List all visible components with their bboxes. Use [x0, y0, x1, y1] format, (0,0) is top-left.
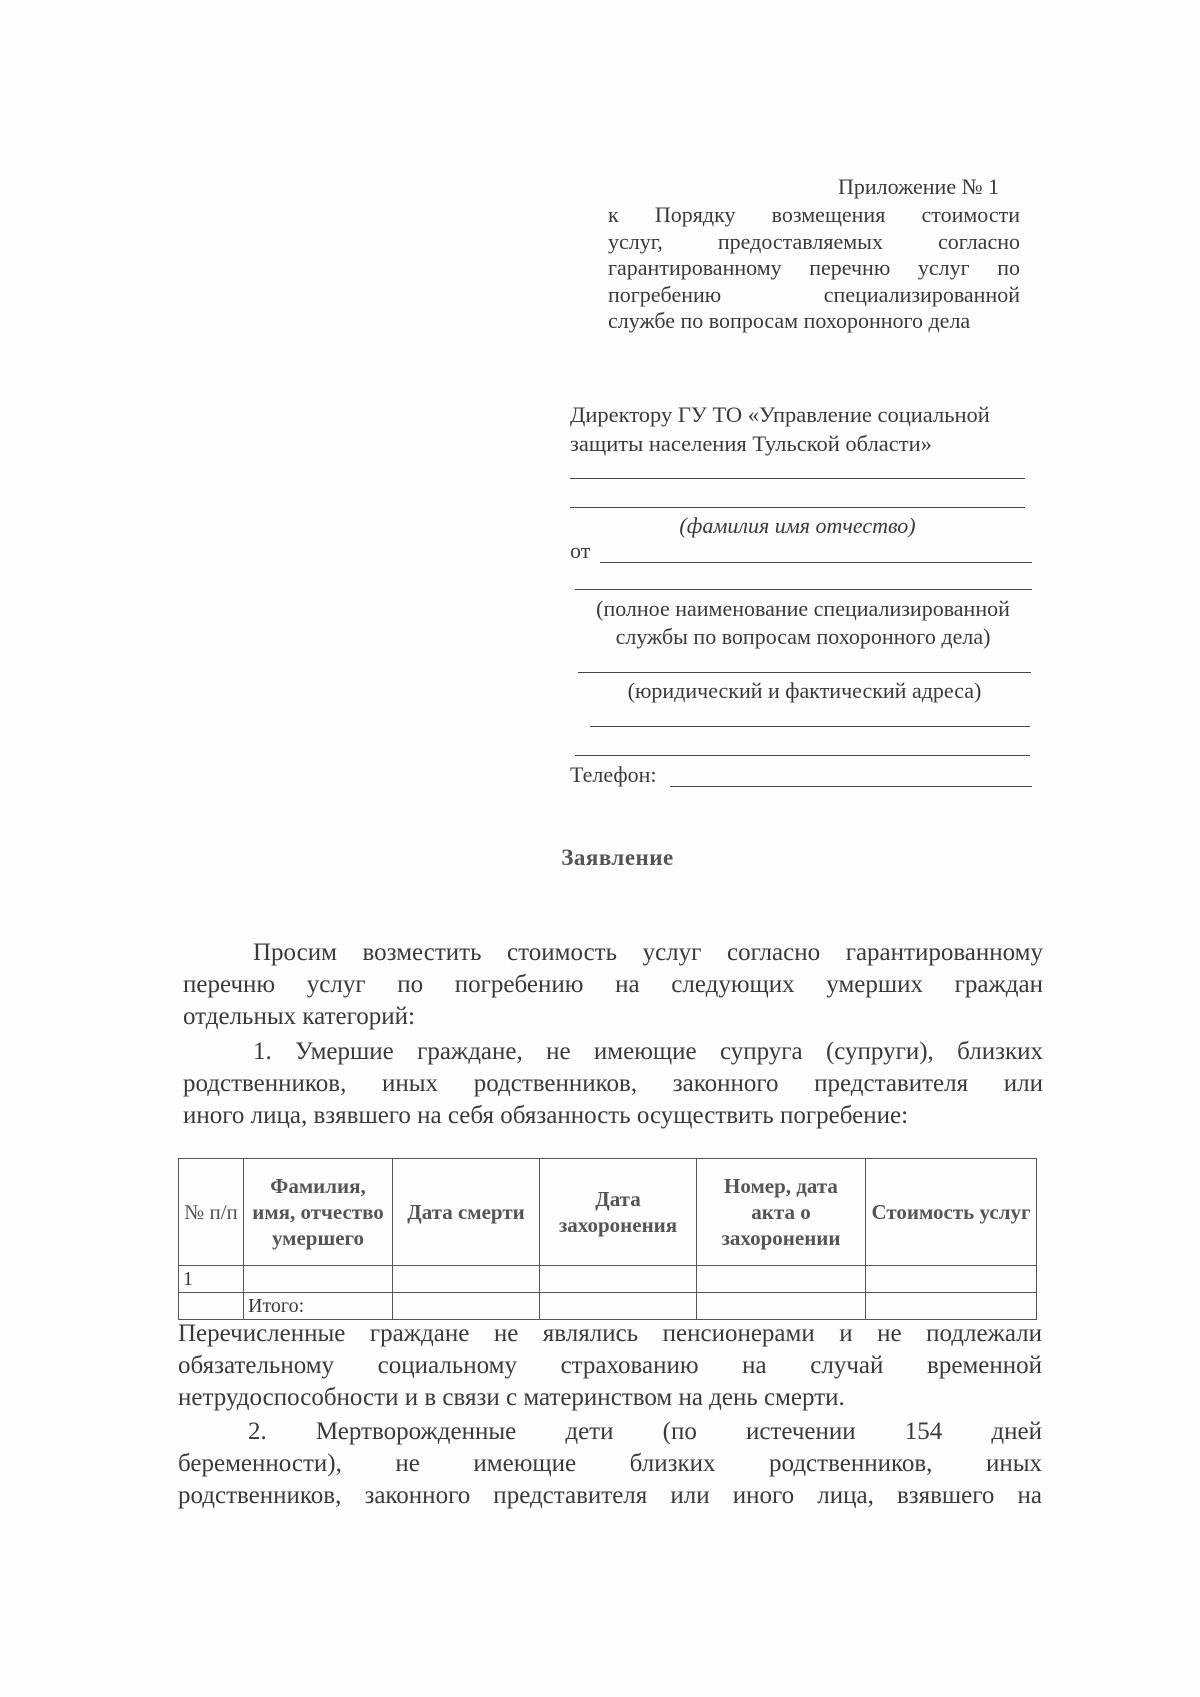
- table-cell[interactable]: [393, 1266, 540, 1293]
- paragraph-line: отдельных категорий:: [183, 1003, 415, 1030]
- paragraph-line: родственников, иных родственников, законного представителя или: [183, 1070, 1043, 1097]
- phone-field-line[interactable]: [670, 786, 1032, 787]
- table-cell[interactable]: [697, 1266, 866, 1293]
- paragraph-line: Перечисленные граждане не являлись пенсионерами и не подлежали: [178, 1320, 1042, 1347]
- from-field-line[interactable]: [600, 562, 1032, 563]
- column-header-death-date: Дата смерти: [393, 1159, 540, 1266]
- document-title: Заявление: [561, 845, 674, 870]
- services-table: [178, 1158, 1037, 1320]
- paragraph-request: [183, 937, 1043, 1033]
- appendix-line: услуг, предоставляемых согласно: [608, 228, 1020, 254]
- addressee-line: Директору ГУ ТО «Управление социальной: [570, 402, 990, 427]
- address-field-line[interactable]: [578, 672, 1031, 673]
- column-header-number: № п/п: [179, 1159, 244, 1266]
- from-field-line[interactable]: [575, 589, 1032, 590]
- table-cell[interactable]: [866, 1293, 1037, 1320]
- paragraph-line: обязательному социальному страхованию на случай временной: [178, 1352, 1042, 1379]
- appendix-line: гарантированному перечню услуг по: [608, 255, 1020, 280]
- appendix-text: [608, 202, 1020, 335]
- column-header-burial-act: Номер, дата акта о захоронении: [697, 1159, 866, 1266]
- table-cell[interactable]: Итого:: [244, 1293, 393, 1320]
- column-header-cost: Стоимость услуг: [866, 1159, 1037, 1266]
- table-cell[interactable]: [393, 1293, 540, 1320]
- column-header-burial-date: Дата захоронения: [540, 1159, 697, 1266]
- table-cell[interactable]: [697, 1293, 866, 1320]
- paragraph-line: родственников, законного представителя или иного лица, взявшего на: [178, 1482, 1042, 1509]
- from-label: от: [570, 538, 591, 563]
- paragraph-line: 1. Умершие граждане, не имеющие супруга (супруги), близких: [253, 1038, 1043, 1065]
- table-cell[interactable]: [540, 1293, 697, 1320]
- appendix-title: Приложение № 1: [838, 174, 1000, 199]
- addressee-line: защиты населения Тульской области»: [570, 431, 932, 456]
- address-caption: (юридический и фактический адреса): [627, 678, 982, 703]
- paragraph-line: перечню услуг по погребению на следующих умерших граждан: [183, 971, 1043, 998]
- fio-caption: (фамилия имя отчество): [679, 513, 916, 538]
- appendix-line: погребению специализированной: [608, 281, 1020, 307]
- fio-field-line[interactable]: [570, 478, 1025, 479]
- appendix-line: к Порядку возмещения стоимости: [608, 202, 1020, 227]
- table-cell[interactable]: [179, 1293, 244, 1320]
- address-field-line[interactable]: [590, 726, 1030, 727]
- paragraph-category-1: [183, 1036, 1043, 1132]
- table-row-total: [179, 1293, 1037, 1320]
- paragraph-line: иного лица, взявшего на себя обязанность осуществить погребение:: [183, 1102, 909, 1129]
- paragraph-category-2: [178, 1416, 1042, 1512]
- service-caption: службы по вопросам похоронного дела): [615, 624, 991, 649]
- addressee-block: [570, 400, 990, 458]
- column-header-name: Фамилия, имя, отчество умершего: [244, 1159, 393, 1266]
- table-row: [179, 1266, 1037, 1293]
- table-cell[interactable]: [540, 1266, 697, 1293]
- address-field-line[interactable]: [575, 755, 1030, 756]
- appendix-line: службе по вопросам похоронного дела: [608, 308, 971, 333]
- fio-field-line[interactable]: [570, 507, 1025, 508]
- paragraph-note: [178, 1318, 1042, 1414]
- phone-label: Телефон:: [570, 762, 657, 787]
- paragraph-line: нетрудоспособности и в связи с материнством на день смерти.: [178, 1384, 845, 1411]
- table-cell[interactable]: [866, 1266, 1037, 1293]
- table-cell[interactable]: 1: [179, 1266, 244, 1293]
- paragraph-line: беременности), не имеющие близких родственников, иных: [178, 1450, 1042, 1477]
- paragraph-line: Просим возместить стоимость услуг согласно гарантированному: [253, 939, 1043, 966]
- table-cell[interactable]: [244, 1266, 393, 1293]
- table-header-row: [179, 1159, 1037, 1266]
- paragraph-line: 2. Мертворожденные дети (по истечении 154 дней: [248, 1418, 1042, 1445]
- service-caption: (полное наименование специализированной: [596, 596, 1010, 621]
